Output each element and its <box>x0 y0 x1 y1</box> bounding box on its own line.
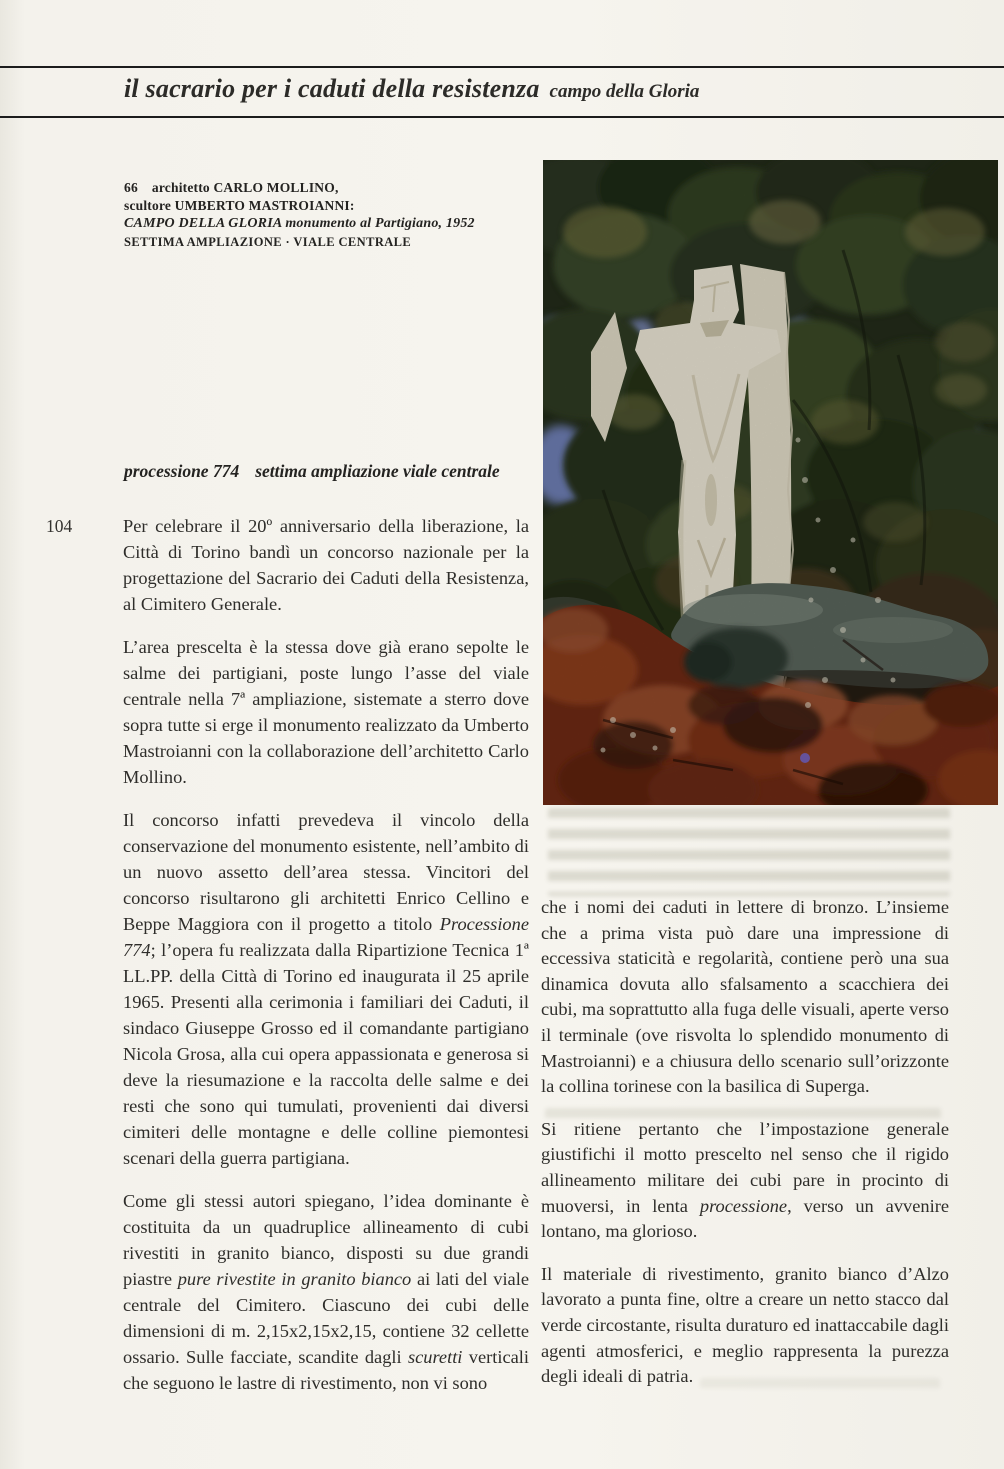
paragraph <box>123 513 529 617</box>
subheading-location: settima ampliazione viale centrale <box>255 461 500 481</box>
paragraph-text: Si ritiene pertanto che l’impostazione generale giustifichi il motto prescelto nel senso che il rigido allineamento militare dei cubi pare in procinto di muoversi, in lenta <box>541 1118 949 1216</box>
paragraph-text-italic: Processione 774 <box>123 914 529 960</box>
show-through-artifact <box>548 808 950 896</box>
paragraph <box>541 895 949 1100</box>
caption-line-4: SETTIMA AMPLIAZIONE · VIALE CENTRALE <box>124 235 412 249</box>
page-title-sub: campo della Gloria <box>549 81 700 102</box>
paragraph-text: ; l’opera fu realizzata dalla Ripartizione Tecnica 1ª LL.PP. della Città di Torino ed inaugurata il 25 aprile 1965. Presenti alla cerimonia i familiari dei Caduti, il sindaco Giuseppe Grosso ed il comandante partigiano Nicola Grosa, alla cui opera appassionata e generosa si deve la riesumazione e la raccolta delle salme e dei resti che sono qui tumulati, provenienti dai diversi cimiteri delle montagne e delle colline piemontesi scenari della guerra partigiana. <box>123 940 529 1168</box>
paragraph <box>123 807 529 1171</box>
paragraph <box>541 1117 949 1245</box>
paragraph <box>123 1188 529 1396</box>
figure-caption <box>124 179 475 251</box>
photo-grain <box>543 160 998 805</box>
paragraph-text: Per celebrare il 20º anniversario della liberazione, la Città di Torino bandì un concorso nazionale per la progettazione del Sacrario dei Caduti della Resistenza, al Cimitero Generale. <box>123 516 529 614</box>
paragraph-text: Il concorso infatti prevedeva il vincolo della conservazione del monumento esistente, nell’ambito di un nuovo assetto dell’area stessa. Vincitori del concorso risultarono gli architetti Enrico Cellino e Beppe Maggiora con il progetto a titolo <box>123 810 529 934</box>
paragraph-text-italic: processione <box>699 1195 788 1216</box>
section-subheading <box>124 461 500 482</box>
caption-architect: architetto CARLO MOLLINO, <box>151 180 339 195</box>
show-through-artifact <box>545 1108 941 1122</box>
paragraph-text: L’area prescelta è la stessa dove già erano sepolte le salme dei partigiani, poste lungo l’asse del viale centrale nella 7ª ampliazione, sistemate a sterro dove sopra tutte si erge il monumento realizzato da Umberto Mastroianni con la collaborazione dell’architetto Carlo Mollino. <box>123 637 529 787</box>
caption-figure-number: 66 <box>124 180 138 195</box>
caption-line-1 <box>124 179 475 197</box>
subheading-motto: processione 774 <box>124 461 240 481</box>
header-rule-top <box>0 66 1004 68</box>
page-title: il sacrario per i caduti della resistenza <box>124 74 540 103</box>
paragraph <box>541 1262 949 1390</box>
paragraph-text: , verso un avvenire lontano, ma glorioso. <box>541 1195 949 1242</box>
right-column <box>541 895 949 1407</box>
page-number: 104 <box>46 516 73 536</box>
left-column <box>123 513 529 1413</box>
show-through-artifact <box>700 1378 940 1390</box>
paragraph-text-italic: scuretti <box>407 1347 463 1367</box>
paragraph-text-italic: pure rivestite in granito bianco <box>177 1269 412 1289</box>
page-header <box>124 74 699 104</box>
caption-line-2: scultore UMBERTO MASTROIANNI: <box>124 198 355 213</box>
paragraph-text: che i nomi dei caduti in lettere di bronzo. L’insieme che a prima vista può dare una impressione di eccessiva staticità e regolarità, contiene però una sua dinamica dovuta allo sfalsamento a scacchiera dei cubi, ma soprattutto alla fuga delle visuali, aperte verso il terminale (ove risvolta lo splendido monumento di Mastroianni) e a chiusura dello scenario sull’orizzonte la collina torinese con la basilica di Superga. <box>541 897 949 1097</box>
paragraph-text: ai lati del viale centrale del Cimitero. Ciascuno dei cubi delle dimensioni di m. 2,15x2,15x2,15, contiene 32 cellette ossario. Sulle facciate, scandite dagli <box>123 1269 529 1367</box>
caption-line-3: CAMPO DELLA GLORIA monumento al Partigiano, 1952 <box>124 216 475 231</box>
paragraph <box>123 634 529 790</box>
paragraph-text: Come gli stessi autori spiegano, l’idea dominante è costituita da un quadruplice allineamento di cubi rivestiti in granito bianco, disposti su due grandi piastre <box>123 1191 529 1289</box>
paragraph-text: Il materiale di rivestimento, granito bianco d’Alzo lavorato a punta fine, oltre a creare un netto stacco dal verde circostante, risulta duraturo ed inattaccabile dagli agenti atmosferici, e meglio rappresenta la purezza degli ideali di patria. <box>541 1263 949 1387</box>
paragraph-text: verticali che seguono le lastre di rivestimento, non vi sono <box>123 1347 529 1393</box>
header-rule-bottom <box>0 116 1004 118</box>
monument-photo <box>543 160 998 805</box>
